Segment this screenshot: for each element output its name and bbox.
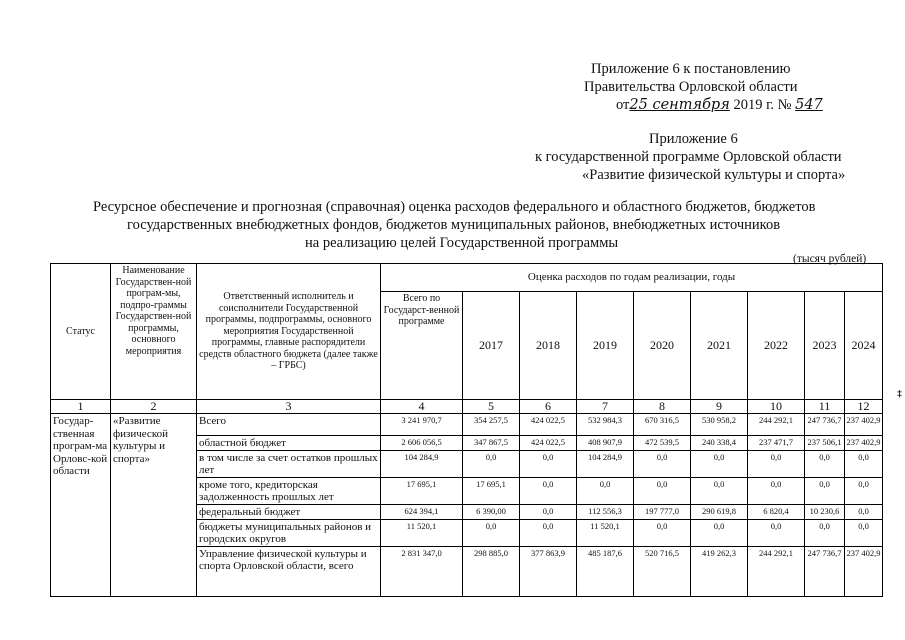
cell-value: 104 284,9 bbox=[577, 451, 634, 478]
cell-value: 0,0 bbox=[691, 520, 748, 547]
cell-value: 290 619,8 bbox=[691, 505, 748, 520]
column-number: 5 bbox=[463, 400, 520, 414]
header-year-text: 2019 г. № bbox=[733, 97, 792, 113]
cell-value: 0,0 bbox=[691, 451, 748, 478]
cell-value: 0,0 bbox=[577, 478, 634, 505]
cell-value: 424 022,5 bbox=[520, 436, 577, 451]
table-row bbox=[51, 414, 883, 436]
header-date-line bbox=[616, 96, 823, 114]
cell-value: 237 402,9 bbox=[845, 436, 883, 451]
cell-value: 17 695,1 bbox=[381, 478, 463, 505]
cell-value: 0,0 bbox=[634, 520, 691, 547]
header-year-2018: 2018 bbox=[520, 292, 577, 400]
cell-value: 17 695,1 bbox=[463, 478, 520, 505]
cell-value: 0,0 bbox=[634, 451, 691, 478]
cell-value: 247 736,7 bbox=[805, 414, 845, 436]
header-year-2017: 2017 bbox=[463, 292, 520, 400]
header-year-2023: 2023 bbox=[805, 292, 845, 400]
cell-value: 112 556,3 bbox=[577, 505, 634, 520]
units-label: (тысяч рублей) bbox=[793, 253, 867, 265]
header-line-1: Приложение 6 к постановлению bbox=[591, 61, 791, 77]
cell-value: 347 867,5 bbox=[463, 436, 520, 451]
row-label: Управление физической культуры и спорта Орловской области, всего bbox=[197, 547, 381, 597]
cell-value: 2 831 347,0 bbox=[381, 547, 463, 597]
header-executor: Ответственный исполнитель и соисполнители Государственной программы, подпрограммы, основного мероприятия Государственной программы, главные распорядители средств областного бюджета (далее также – ГРБС) bbox=[197, 264, 381, 400]
cell-value: 0,0 bbox=[463, 451, 520, 478]
cell-value: 3 241 970,7 bbox=[381, 414, 463, 436]
cell-value: 6 390,00 bbox=[463, 505, 520, 520]
cell-value: 0,0 bbox=[748, 451, 805, 478]
column-number: 3 bbox=[197, 400, 381, 414]
cell-value: 530 958,2 bbox=[691, 414, 748, 436]
cell-value: 424 022,5 bbox=[520, 414, 577, 436]
header-line-5: к государственной программе Орловской области bbox=[535, 149, 842, 165]
column-number: 2 bbox=[111, 400, 197, 414]
header-estimate: Оценка расходов по годам реализации, годы bbox=[381, 264, 883, 292]
cell-value: 0,0 bbox=[463, 520, 520, 547]
cell-value: 104 284,9 bbox=[381, 451, 463, 478]
row-label: бюджеты муниципальных районов и городских округов bbox=[197, 520, 381, 547]
cell-value: 0,0 bbox=[748, 478, 805, 505]
column-number: 1 bbox=[51, 400, 111, 414]
cell-value: 0,0 bbox=[845, 520, 883, 547]
cell-value: 244 292,1 bbox=[748, 547, 805, 597]
cell-value: 624 394,1 bbox=[381, 505, 463, 520]
header-year-2020: 2020 bbox=[634, 292, 691, 400]
header-year-2024: 2024 bbox=[845, 292, 883, 400]
cell-value: 197 777,0 bbox=[634, 505, 691, 520]
cell-value: 0,0 bbox=[520, 478, 577, 505]
header-status: Статус bbox=[51, 264, 111, 400]
cell-value: 0,0 bbox=[520, 505, 577, 520]
cell-value: 408 907,9 bbox=[577, 436, 634, 451]
header-from-prefix: от bbox=[616, 97, 630, 113]
header-year-2019: 2019 bbox=[577, 292, 634, 400]
cell-value: 485 187,6 bbox=[577, 547, 634, 597]
header-line-6: «Развитие физической культуры и спорта» bbox=[582, 167, 846, 183]
cell-value: 247 736,7 bbox=[805, 547, 845, 597]
cell-value: 0,0 bbox=[845, 451, 883, 478]
document-title-line-1: Ресурсное обеспечение и прогнозная (справочная) оценка расходов федерального и областного бюджетов, бюджетов bbox=[93, 199, 816, 215]
cell-value: 419 262,3 bbox=[691, 547, 748, 597]
cell-value: 0,0 bbox=[748, 520, 805, 547]
resource-table bbox=[50, 263, 883, 597]
header-total: Всего по Государст-венной программе bbox=[381, 292, 463, 400]
cell-value: 11 520,1 bbox=[381, 520, 463, 547]
cell-value: 532 984,3 bbox=[577, 414, 634, 436]
cell-value: 0,0 bbox=[691, 478, 748, 505]
cell-value: 0,0 bbox=[634, 478, 691, 505]
column-number: 4 bbox=[381, 400, 463, 414]
cell-value: 2 606 056,5 bbox=[381, 436, 463, 451]
row-label: областной бюджет bbox=[197, 436, 381, 451]
header-year-2021: 2021 bbox=[691, 292, 748, 400]
column-number: 12 bbox=[845, 400, 883, 414]
cell-value: 6 820,4 bbox=[748, 505, 805, 520]
cell-value: 237 402,9 bbox=[845, 547, 883, 597]
handwritten-date: 25 сентября bbox=[629, 97, 730, 113]
document-title-line-2: государственных внебюджетных фондов, бюджетов муниципальных районов, внебюджетных источников bbox=[127, 217, 781, 233]
cell-value: 237 402,9 bbox=[845, 414, 883, 436]
cell-value: 520 716,5 bbox=[634, 547, 691, 597]
column-number: 11 bbox=[805, 400, 845, 414]
column-number: 8 bbox=[634, 400, 691, 414]
handwritten-number: 547 bbox=[795, 97, 823, 113]
cell-value: 472 539,5 bbox=[634, 436, 691, 451]
cell-value: 0,0 bbox=[805, 520, 845, 547]
column-number: 7 bbox=[577, 400, 634, 414]
row-label: федеральный бюджет bbox=[197, 505, 381, 520]
row-label: Всего bbox=[197, 414, 381, 436]
margin-mark: ‡ bbox=[897, 389, 902, 400]
cell-value: 240 338,4 bbox=[691, 436, 748, 451]
header-line-2: Правительства Орловской области bbox=[584, 79, 798, 95]
cell-value: 377 863,9 bbox=[520, 547, 577, 597]
cell-value: 237 471,7 bbox=[748, 436, 805, 451]
column-number: 9 bbox=[691, 400, 748, 414]
cell-value: 0,0 bbox=[805, 451, 845, 478]
cell-value: 0,0 bbox=[520, 451, 577, 478]
cell-value: 10 230,6 bbox=[805, 505, 845, 520]
cell-value: 237 506,1 bbox=[805, 436, 845, 451]
column-number: 10 bbox=[748, 400, 805, 414]
header-year-2022: 2022 bbox=[748, 292, 805, 400]
row-label: кроме того, кредиторская задолженность прошлых лет bbox=[197, 478, 381, 505]
document-title-line-3: на реализацию целей Государственной программы bbox=[305, 235, 619, 251]
cell-value: 0,0 bbox=[845, 478, 883, 505]
column-number: 6 bbox=[520, 400, 577, 414]
cell-value: 244 292,1 bbox=[748, 414, 805, 436]
cell-value: 354 257,5 bbox=[463, 414, 520, 436]
row-label: в том числе за счет остатков прошлых лет bbox=[197, 451, 381, 478]
cell-value: 0,0 bbox=[845, 505, 883, 520]
cell-value: 0,0 bbox=[805, 478, 845, 505]
header-name: Наименование Государствен-ной програм-мы, подпро-граммы Государствен-ной программы, основного мероприятия bbox=[111, 264, 197, 400]
program-status-cell: Государ-ственная програм-ма Орловс-кой области bbox=[51, 414, 111, 597]
cell-value: 298 885,0 bbox=[463, 547, 520, 597]
program-name-cell: «Развитие физической культуры и спорта» bbox=[111, 414, 197, 597]
header-line-4: Приложение 6 bbox=[649, 131, 738, 147]
cell-value: 670 316,5 bbox=[634, 414, 691, 436]
cell-value: 0,0 bbox=[520, 520, 577, 547]
cell-value: 11 520,1 bbox=[577, 520, 634, 547]
